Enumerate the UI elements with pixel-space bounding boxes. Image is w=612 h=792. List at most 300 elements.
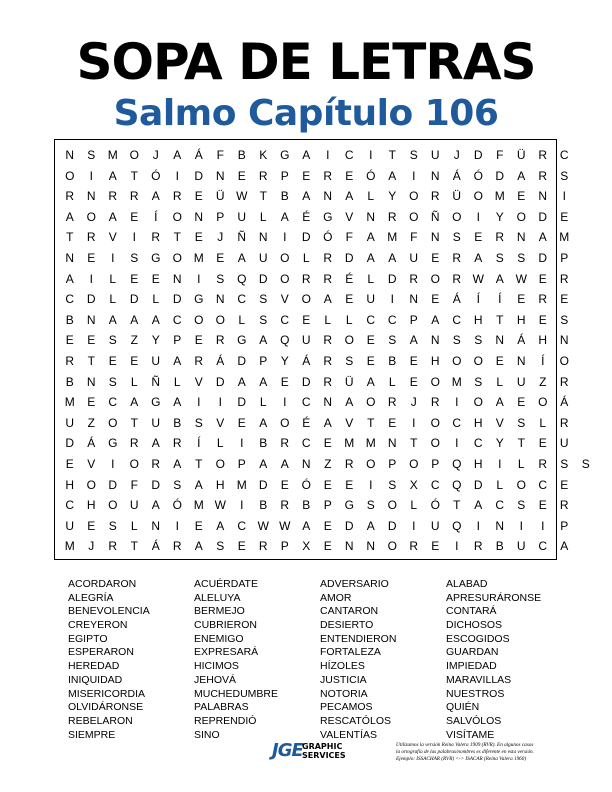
grid-letter: Ü bbox=[344, 374, 354, 389]
grid-letter: A bbox=[474, 251, 483, 265]
grid-letter: P bbox=[280, 168, 289, 183]
word-list-item: ALABAD bbox=[446, 578, 488, 590]
grid-letter: E bbox=[345, 292, 354, 307]
grid-letter: N bbox=[516, 354, 526, 368]
grid-letter: É bbox=[345, 271, 354, 286]
grid-letter: T bbox=[517, 436, 525, 451]
grid-letter: Á bbox=[87, 436, 96, 451]
grid-letter: A bbox=[388, 251, 397, 265]
grid-letter: A bbox=[216, 518, 225, 533]
grid-letter: Ó bbox=[301, 477, 311, 492]
grid-letter: Ü bbox=[516, 148, 526, 162]
word-list-item: VISÍTAME bbox=[446, 728, 495, 741]
grid-letter: E bbox=[237, 415, 246, 430]
grid-row bbox=[55, 350, 569, 372]
grid-letter: I bbox=[197, 271, 201, 286]
grid-letter: U bbox=[151, 415, 161, 430]
grid-letter: E bbox=[538, 312, 547, 327]
word-list-item: JUSTICIA bbox=[320, 673, 367, 686]
word-list-item: OLVIDÁRONSE bbox=[68, 701, 144, 714]
grid-letter: A bbox=[259, 333, 268, 348]
grid-letter: I bbox=[455, 539, 459, 554]
grid-letter: I bbox=[455, 436, 459, 451]
grid-letter: Á bbox=[517, 333, 526, 348]
grid-letter: P bbox=[237, 457, 246, 471]
grid-letter: D bbox=[538, 251, 548, 265]
grid-letter: Q bbox=[237, 271, 247, 286]
grid-letter: P bbox=[560, 518, 569, 533]
grid-letter: R bbox=[323, 354, 333, 368]
grid-letter: R bbox=[108, 539, 118, 554]
grid-letter: I bbox=[390, 292, 394, 307]
grid-letter: M bbox=[344, 436, 355, 451]
grid-letter: O bbox=[86, 209, 96, 224]
grid-letter: W bbox=[279, 518, 291, 533]
grid-letter: O bbox=[473, 395, 483, 410]
logo-mark: JGE bbox=[272, 740, 303, 761]
grid-letter: S bbox=[517, 415, 526, 430]
grid-letter: E bbox=[302, 168, 311, 183]
page-title: SOPA DE LETRAS bbox=[76, 33, 536, 91]
grid-row bbox=[55, 247, 569, 269]
grid-letter: W bbox=[236, 189, 248, 204]
grid-letter: Ü bbox=[215, 189, 225, 204]
grid-letter: B bbox=[259, 436, 268, 451]
grid-letter: O bbox=[215, 312, 225, 327]
grid-letter: T bbox=[259, 189, 267, 204]
grid-letter: Z bbox=[324, 457, 332, 471]
grid-letter: I bbox=[240, 498, 244, 513]
grid-letter: A bbox=[366, 230, 375, 245]
grid-letter: S bbox=[216, 271, 225, 286]
grid-letter: P bbox=[173, 333, 182, 348]
word-list-item: CREYERON bbox=[68, 619, 128, 632]
grid-letter: L bbox=[130, 518, 138, 533]
word-list-item: MISERICORDIA bbox=[68, 687, 146, 700]
grid-letter: O bbox=[516, 209, 526, 224]
grid-letter: T bbox=[496, 312, 504, 327]
grid-letter: P bbox=[409, 312, 418, 327]
grid-letter: R bbox=[538, 457, 548, 471]
grid-letter: S bbox=[108, 333, 117, 348]
word-list-item: ESCOGIDOS bbox=[446, 632, 510, 645]
grid-letter: A bbox=[130, 395, 139, 410]
grid-letter: R bbox=[559, 374, 569, 389]
grid-letter: A bbox=[388, 168, 397, 183]
grid-letter: E bbox=[388, 415, 397, 430]
grid-letter: N bbox=[65, 148, 75, 162]
grid-letter: A bbox=[302, 518, 311, 533]
grid-row bbox=[55, 309, 569, 331]
word-list-item: CUBRIERON bbox=[194, 619, 258, 632]
grid-letter: Y bbox=[495, 209, 504, 224]
grid-letter: E bbox=[87, 333, 96, 348]
grid-letter: Á bbox=[452, 168, 461, 183]
grid-row bbox=[55, 391, 569, 413]
version-note-line-3: Ejemplo: ISSACHAR (RVR) <-> ISACAR (Reina Valera 1960) bbox=[396, 756, 527, 762]
grid-letter: H bbox=[473, 312, 483, 327]
grid-letter: T bbox=[388, 148, 396, 162]
grid-letter: E bbox=[560, 209, 569, 224]
grid-row bbox=[55, 474, 569, 496]
grid-letter: E bbox=[87, 395, 96, 410]
grid-letter: R bbox=[473, 539, 483, 554]
grid-letter: A bbox=[366, 518, 375, 533]
grid-letter: G bbox=[280, 148, 290, 162]
grid-row bbox=[55, 535, 569, 557]
grid-letter: S bbox=[259, 292, 268, 307]
grid-letter: W bbox=[515, 271, 527, 286]
grid-letter: E bbox=[366, 333, 375, 348]
grid-letter: S bbox=[216, 539, 225, 554]
grid-letter: S bbox=[452, 333, 461, 348]
grid-letter: J bbox=[152, 148, 159, 162]
grid-letter: N bbox=[409, 292, 419, 307]
grid-letter: L bbox=[539, 415, 547, 430]
grid-letter: I bbox=[111, 457, 115, 471]
grid-letter: C bbox=[452, 312, 462, 327]
grid-letter: T bbox=[87, 354, 95, 368]
word-list-column-3 bbox=[320, 578, 445, 742]
grid-letter: A bbox=[259, 457, 268, 471]
grid-letter: P bbox=[388, 457, 397, 471]
grid-letter: I bbox=[218, 395, 222, 410]
grid-letter: Ó bbox=[151, 168, 161, 183]
grid-letter: É bbox=[302, 209, 311, 224]
word-list-item: SIEMPRE bbox=[68, 728, 116, 741]
grid-letter: A bbox=[345, 395, 354, 410]
grid-letter: S bbox=[474, 374, 483, 389]
grid-letter: H bbox=[86, 498, 96, 513]
grid-letter: N bbox=[430, 333, 440, 348]
grid-letter: U bbox=[237, 209, 247, 224]
grid-letter: A bbox=[65, 271, 74, 286]
grid-letter: L bbox=[367, 189, 375, 204]
grid-letter: N bbox=[65, 251, 75, 265]
grid-letter: A bbox=[345, 189, 354, 204]
grid-letter: E bbox=[517, 395, 526, 410]
grid-letter: N bbox=[86, 312, 96, 327]
grid-letter: E bbox=[431, 292, 440, 307]
grid-letter: Z bbox=[87, 415, 95, 430]
grid-letter: D bbox=[194, 168, 204, 183]
grid-letter: Q bbox=[452, 477, 462, 492]
grid-letter: O bbox=[280, 251, 290, 265]
grid-letter: R bbox=[86, 230, 96, 245]
grid-letter: R bbox=[151, 230, 161, 245]
grid-letter: D bbox=[65, 436, 75, 451]
grid-letter: E bbox=[409, 354, 418, 368]
grid-letter: I bbox=[283, 230, 287, 245]
grid-letter: S bbox=[108, 518, 117, 533]
grid-letter: A bbox=[151, 189, 160, 204]
grid-letter: É bbox=[302, 415, 311, 430]
grid-letter: E bbox=[323, 539, 332, 554]
grid-letter: E bbox=[560, 477, 569, 492]
grid-letter: A bbox=[108, 312, 117, 327]
grid-letter: O bbox=[366, 395, 376, 410]
grid-letter: M bbox=[365, 436, 376, 451]
grid-letter: E bbox=[87, 251, 96, 265]
grid-letter: N bbox=[323, 189, 333, 204]
grid-letter: I bbox=[412, 415, 416, 430]
grid-letter: A bbox=[173, 148, 182, 162]
grid-letter: E bbox=[538, 498, 547, 513]
grid-letter: V bbox=[216, 415, 225, 430]
grid-letter: M bbox=[64, 539, 75, 554]
grid-letter: S bbox=[173, 477, 182, 492]
grid-letter: A bbox=[366, 251, 375, 265]
grid-letter: L bbox=[238, 312, 246, 327]
grid-letter: Z bbox=[539, 374, 547, 389]
grid-letter: M bbox=[193, 498, 204, 513]
grid-row bbox=[55, 432, 569, 454]
grid-letter: O bbox=[86, 477, 96, 492]
grid-letter: Ñ bbox=[430, 209, 440, 224]
grid-letter: B bbox=[173, 415, 182, 430]
grid-letter: Ó bbox=[473, 168, 483, 183]
word-list-item: EGIPTO bbox=[68, 632, 108, 645]
grid-letter: A bbox=[194, 477, 203, 492]
grid-letter: H bbox=[215, 477, 225, 492]
grid-letter: C bbox=[344, 148, 354, 162]
grid-letter: R bbox=[301, 271, 311, 286]
grid-letter: L bbox=[388, 374, 396, 389]
grid-letter: U bbox=[559, 436, 569, 451]
grid-letter: V bbox=[108, 230, 117, 245]
grid-letter: I bbox=[89, 271, 93, 286]
grid-row bbox=[55, 268, 569, 290]
grid-row bbox=[55, 453, 590, 475]
grid-letter: C bbox=[452, 415, 462, 430]
grid-letter: D bbox=[237, 354, 247, 368]
grid-letter: W bbox=[257, 518, 269, 533]
version-note-line-1: Utilizamos la versión Reina Valera 1909 (RVR). En algunos casos bbox=[396, 742, 534, 748]
word-list-item: RESCATÓLOS bbox=[320, 714, 391, 727]
grid-letter: O bbox=[409, 209, 419, 224]
grid-letter: N bbox=[387, 436, 397, 451]
grid-letter: C bbox=[65, 498, 75, 513]
grid-letter: M bbox=[64, 395, 75, 410]
jge-graphic-services-logo bbox=[272, 740, 346, 762]
grid-letter: E bbox=[517, 292, 526, 307]
grid-letter: S bbox=[259, 312, 268, 327]
grid-letter: O bbox=[473, 354, 483, 368]
word-list-item: BENEVOLENCIA bbox=[68, 605, 150, 618]
grid-letter: I bbox=[476, 209, 480, 224]
grid-letter: S bbox=[560, 312, 569, 327]
grid-letter: Q bbox=[452, 457, 462, 471]
grid-letter: T bbox=[453, 498, 461, 513]
grid-letter: L bbox=[259, 395, 267, 410]
word-list-item: CANTARON bbox=[320, 605, 379, 618]
word-list-item: HICIMOS bbox=[194, 660, 239, 673]
grid-letter: A bbox=[108, 168, 117, 183]
grid-letter: A bbox=[151, 498, 160, 513]
grid-letter: R bbox=[215, 333, 225, 348]
grid-letter: Í bbox=[541, 354, 545, 368]
grid-letter: A bbox=[259, 415, 268, 430]
word-list-item: MUCHEDUMBRE bbox=[194, 687, 278, 700]
grid-letter: E bbox=[130, 209, 139, 224]
grid-letter: U bbox=[258, 251, 268, 265]
grid-letter: A bbox=[280, 457, 289, 471]
grid-letter: A bbox=[108, 209, 117, 224]
grid-letter: E bbox=[194, 189, 203, 204]
grid-letter: L bbox=[410, 498, 418, 513]
logo-line-1: GRAPHIC bbox=[302, 742, 343, 751]
grid-letter: T bbox=[367, 415, 375, 430]
grid-letter: O bbox=[301, 292, 311, 307]
grid-letter: A bbox=[173, 395, 182, 410]
version-note-line-2: la ortografía de las palabras/nombres es diferente en esta versión. bbox=[396, 749, 534, 755]
grid-letter: M bbox=[387, 230, 398, 245]
grid-letter: E bbox=[538, 436, 547, 451]
grid-letter: D bbox=[258, 271, 268, 286]
grid-letter: A bbox=[323, 415, 332, 430]
grid-letter: Ñ bbox=[237, 230, 247, 245]
grid-letter: O bbox=[280, 415, 290, 430]
grid-letter: G bbox=[323, 209, 333, 224]
grid-letter: E bbox=[560, 292, 569, 307]
grid-letter: U bbox=[430, 518, 440, 533]
grid-letter: N bbox=[366, 209, 376, 224]
grid-letter: I bbox=[369, 477, 373, 492]
grid-letter: V bbox=[495, 415, 504, 430]
grid-letter: R bbox=[323, 333, 333, 348]
grid-letter: S bbox=[130, 251, 139, 265]
grid-letter: B bbox=[65, 312, 74, 327]
grid-letter: T bbox=[173, 230, 181, 245]
grid-letter: D bbox=[172, 292, 182, 307]
grid-letter: F bbox=[345, 230, 353, 245]
grid-letter: R bbox=[409, 539, 419, 554]
page-subtitle: Salmo Capítulo 106 bbox=[113, 93, 499, 134]
grid-letter: S bbox=[366, 498, 375, 513]
grid-letter: R bbox=[538, 168, 548, 183]
grid-row bbox=[55, 515, 569, 537]
grid-letter: N bbox=[430, 168, 440, 183]
grid-letter: U bbox=[366, 292, 376, 307]
grid-letter: R bbox=[194, 354, 204, 368]
grid-letter: E bbox=[216, 251, 225, 265]
grid-letter: N bbox=[538, 189, 548, 204]
grid-letter: T bbox=[195, 457, 203, 471]
grid-letter: O bbox=[108, 498, 118, 513]
grid-letter: E bbox=[130, 271, 139, 286]
word-list-item: ESPERARON bbox=[68, 646, 134, 659]
grid-letter: E bbox=[323, 436, 332, 451]
grid-letter: N bbox=[559, 333, 569, 348]
word-list-item: ACORDARON bbox=[68, 578, 137, 590]
word-list-item: APRESURÁRONSE bbox=[446, 591, 542, 604]
grid-letter: N bbox=[258, 230, 268, 245]
grid-letter: J bbox=[88, 539, 95, 554]
grid-letter: E bbox=[538, 271, 547, 286]
grid-letter: I bbox=[541, 518, 545, 533]
grid-letter: O bbox=[452, 209, 462, 224]
grid-letter: Ü bbox=[452, 189, 462, 204]
grid-letter: N bbox=[430, 230, 440, 245]
word-list-item: ALELUYA bbox=[194, 591, 241, 604]
grid-letter: T bbox=[130, 415, 138, 430]
grid-letter: R bbox=[387, 395, 397, 410]
grid-letter: L bbox=[259, 209, 267, 224]
grid-letter: R bbox=[323, 271, 333, 286]
grid-letter: H bbox=[516, 312, 526, 327]
grid-letter: B bbox=[495, 539, 504, 554]
grid-letter: Á bbox=[452, 292, 461, 307]
version-note bbox=[396, 742, 571, 763]
grid-letter: C bbox=[301, 395, 311, 410]
grid-letter: E bbox=[302, 312, 311, 327]
grid-letter: S bbox=[452, 230, 461, 245]
grid-letter: R bbox=[129, 436, 139, 451]
word-list-item: DICHOSOS bbox=[446, 619, 503, 632]
grid-letter: N bbox=[215, 168, 225, 183]
grid-letter: D bbox=[151, 477, 161, 492]
grid-letter: P bbox=[280, 539, 289, 554]
grid-letter: D bbox=[86, 292, 96, 307]
grid-row bbox=[55, 165, 569, 187]
grid-row bbox=[55, 494, 569, 516]
grid-letter: G bbox=[151, 395, 161, 410]
grid-letter: C bbox=[430, 477, 440, 492]
grid-letter: C bbox=[172, 312, 182, 327]
grid-letter: E bbox=[345, 477, 354, 492]
grid-letter: P bbox=[431, 457, 440, 471]
grid-letter: V bbox=[345, 415, 354, 430]
grid-letter: O bbox=[172, 209, 182, 224]
word-list-item: MARAVILLAS bbox=[446, 673, 512, 686]
grid-letter: N bbox=[172, 271, 182, 286]
grid-letter: Í bbox=[498, 292, 502, 307]
grid-letter: Q bbox=[280, 333, 290, 348]
grid-letter: Q bbox=[452, 518, 462, 533]
grid-letter: S bbox=[581, 457, 590, 471]
grid-letter: R bbox=[409, 271, 419, 286]
grid-letter: A bbox=[302, 189, 311, 204]
grid-letter: Y bbox=[280, 354, 289, 368]
grid-letter: Í bbox=[154, 209, 158, 224]
grid-row bbox=[55, 206, 569, 228]
grid-letter: I bbox=[498, 457, 502, 471]
grid-row bbox=[55, 329, 569, 351]
grid-letter: L bbox=[345, 312, 353, 327]
grid-letter: R bbox=[495, 230, 505, 245]
grid-letter: R bbox=[258, 168, 268, 183]
logo-line-2: SERVICES bbox=[302, 751, 346, 760]
grid-letter: I bbox=[240, 436, 244, 451]
grid-letter: N bbox=[344, 539, 354, 554]
word-list-item: EXPRESARÁ bbox=[194, 646, 259, 659]
grid-letter: E bbox=[130, 354, 139, 368]
grid-letter: E bbox=[194, 230, 203, 245]
word-list-item: CONTARÁ bbox=[446, 605, 497, 618]
grid-letter: T bbox=[66, 230, 74, 245]
grid-letter: Ó bbox=[323, 230, 333, 245]
grid-letter: U bbox=[516, 374, 526, 389]
grid-letter: N bbox=[495, 333, 505, 348]
word-list-item: DESIERTO bbox=[320, 619, 374, 632]
word-list-column-4 bbox=[446, 578, 571, 742]
grid-letter: I bbox=[412, 518, 416, 533]
grid-letter: C bbox=[237, 292, 247, 307]
grid-letter: H bbox=[473, 457, 483, 471]
grid-letter: I bbox=[476, 518, 480, 533]
grid-letter: R bbox=[65, 189, 75, 204]
grid-letter: R bbox=[430, 189, 440, 204]
